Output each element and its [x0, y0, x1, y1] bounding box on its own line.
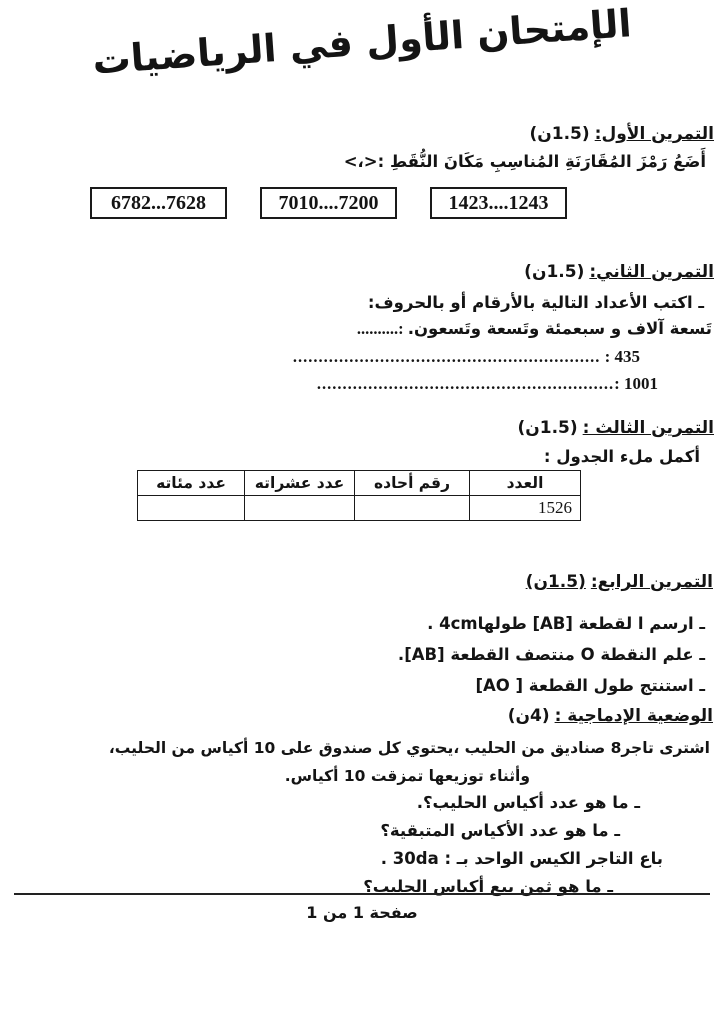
exercise2-instruction: ـ اكتب الأعداد التالية بالأرقام أو بالحروف:	[367, 293, 704, 312]
exercise3-points: (1.5ن)	[517, 418, 578, 438]
question-line: ـ ما هو عدد الأكياس المتبقية؟	[380, 821, 620, 840]
exercise2-heading	[524, 262, 714, 282]
table-header-cell: عدد مئاته	[138, 471, 245, 496]
dotted-answer-space: ..........................................................	[316, 374, 615, 393]
exercise3-heading	[517, 418, 714, 438]
exercise1-title: التمرين الأول:	[594, 124, 714, 144]
number-435: : 435	[600, 347, 640, 366]
dotted-answer-space: ............................................................	[292, 347, 601, 366]
page-footer: صفحة 1 من 1	[306, 903, 418, 922]
question-line: باع التاجر الكيس الواحد بـ : 30da .	[380, 849, 663, 868]
number-1001: : 1001	[614, 374, 658, 393]
comparison-boxes-row	[90, 187, 567, 219]
number-in-words-line	[357, 319, 712, 339]
comparison-box: 6782...7628	[90, 187, 227, 219]
task-line: ـ علم النقطة O منتصف القطعة [AB].	[397, 645, 705, 664]
task-line: ـ ارسم ا لقطعة [AB] طولها4cm .	[427, 614, 705, 633]
comparison-box: 7010....7200	[260, 187, 397, 219]
table-cell-number: 1526	[470, 496, 581, 521]
exam-title: الإمتحان الأول في الرياضيات	[91, 1, 633, 83]
number-1001-line	[317, 374, 658, 394]
table-row	[138, 496, 581, 521]
table-header-cell: عدد عشراته	[245, 471, 355, 496]
story-line: وأثناء توزيعها تمزقت 10 أكياس.	[284, 767, 530, 785]
question-line: ـ ما هو ثمن بيع أكياس الحليب؟	[363, 877, 613, 896]
number-in-words-text: تَسعة آلاف و سبعمئة وتَسعة وتَسعون.	[407, 319, 712, 338]
footer-divider	[14, 893, 710, 895]
exercise4-title: التمرين الرابع:	[590, 572, 713, 592]
situation-heading	[508, 706, 713, 726]
exercise3-title: التمرين الثالث :	[582, 418, 714, 438]
situation-title: الوضعية الإدماجية :	[554, 706, 713, 726]
question-line: ـ ما هو عدد أكياس الحليب؟.	[416, 793, 640, 812]
table-header-cell: العدد	[470, 471, 581, 496]
comparison-box: 1423....1243	[430, 187, 567, 219]
table-header-cell: رقم أحاده	[355, 471, 470, 496]
place-value-table	[137, 470, 581, 521]
exercise1-instruction: أَضَعُ رَمْزَ المُقَارَنَةِ المُناسِبِ مَكَانَ النُّقَطِ :<،>	[343, 152, 706, 171]
table-cell-empty	[138, 496, 245, 521]
table-header-row	[138, 471, 581, 496]
situation-points: (4ن)	[507, 706, 550, 726]
exercise1-points: (1.5ن)	[529, 124, 590, 144]
exercise2-title: التمرين الثاني:	[589, 262, 714, 282]
exercise4-heading	[526, 572, 713, 592]
exercise4-points: (1.5ن)	[525, 572, 586, 592]
task-line: ـ استنتج طول القطعة [ AO]	[475, 676, 705, 695]
exercise2-points: (1.5ن)	[524, 262, 585, 282]
exercise3-instruction: أكمل ملء الجدول :	[543, 447, 700, 466]
table-cell-empty	[245, 496, 355, 521]
number-435-line	[293, 347, 640, 367]
story-line: اشترى تاجر8 صناديق من الحليب ،يحتوي كل صندوق على 10 أكياس من الحليب،	[108, 739, 710, 757]
exercise1-heading	[529, 124, 714, 144]
table-cell-empty	[355, 496, 470, 521]
dotted-answer-space: ..........:	[356, 319, 408, 338]
